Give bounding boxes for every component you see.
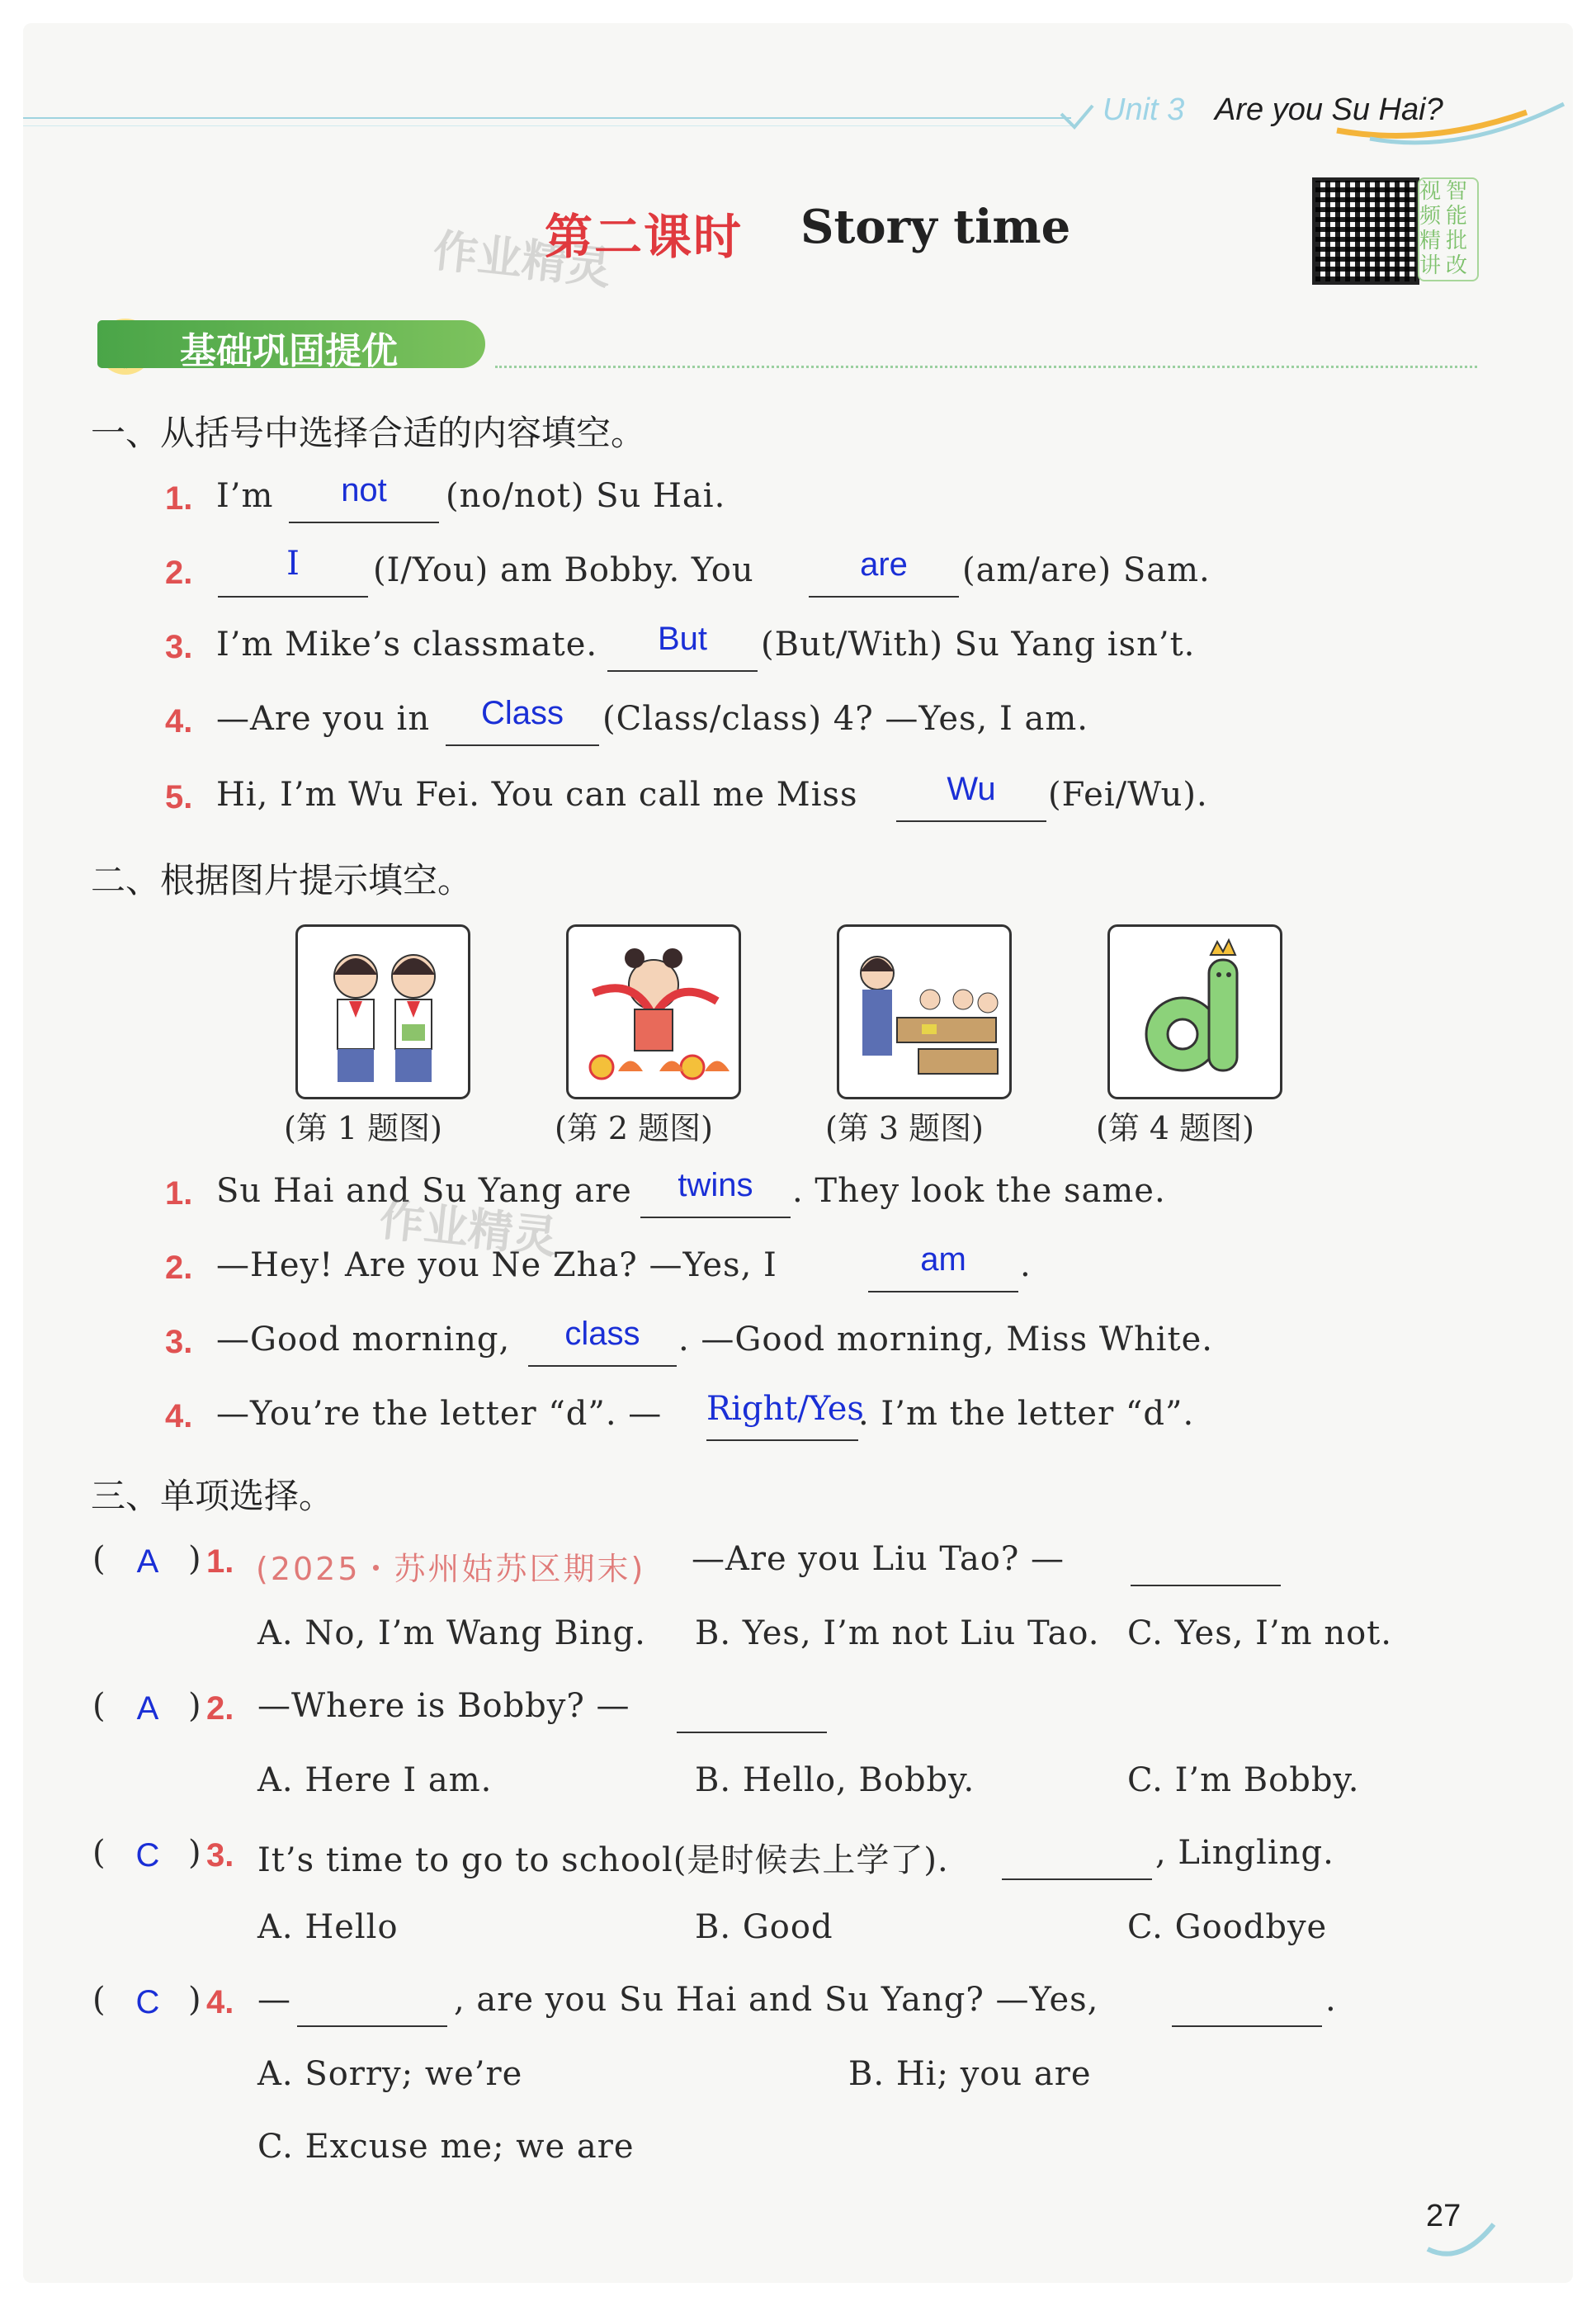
question-number: 4. xyxy=(206,1984,234,2020)
question-number: 5. xyxy=(165,779,193,815)
paren-open: ( xyxy=(92,1981,106,2019)
paren-open: ( xyxy=(92,1834,106,1872)
question-number: 2. xyxy=(165,555,193,591)
option-a[interactable]: A. Hello xyxy=(257,1908,399,1946)
question-text: Hi, I’m Wu Fei. You can call me Miss xyxy=(216,776,858,814)
question-number: 3. xyxy=(206,1837,234,1874)
question-text: . They look the same. xyxy=(792,1172,1166,1210)
answer-blank[interactable] xyxy=(218,596,368,598)
choice-answer[interactable]: A xyxy=(136,1543,159,1580)
header-swoosh-icon xyxy=(1320,97,1568,147)
picture-caption: (第 3 题图) xyxy=(825,1110,984,1146)
answer-text: twins xyxy=(678,1167,753,1203)
part2-title: 二、根据图片提示填空。 xyxy=(91,860,473,900)
watermark: 作业精灵 xyxy=(376,1193,560,1264)
picture-nezha xyxy=(566,924,741,1099)
answer-blank[interactable] xyxy=(1172,2025,1322,2027)
answer-text: not xyxy=(341,472,387,508)
question-text: —Where is Bobby? — xyxy=(257,1687,630,1725)
question-text: (I/You) am Bobby. You xyxy=(373,551,754,589)
option-c[interactable]: C. Yes, I’m not. xyxy=(1127,1614,1392,1652)
header-rule xyxy=(23,117,1071,119)
part3-title: 三、单项选择。 xyxy=(91,1476,334,1516)
option-a[interactable]: A. Here I am. xyxy=(257,1761,493,1799)
letter-d-character-icon xyxy=(1110,927,1280,1097)
answer-text: are xyxy=(860,546,908,583)
header-check-icon xyxy=(1056,97,1098,139)
answer-blank[interactable] xyxy=(809,596,959,598)
option-b[interactable]: B. Good xyxy=(695,1908,833,1946)
qr-tag-cell: 能 xyxy=(1446,204,1468,229)
answer-text: Class xyxy=(480,695,564,731)
watermark: 作业精灵 xyxy=(430,224,614,295)
qr-tag-cell: 精 xyxy=(1419,229,1442,253)
question-number: 2. xyxy=(206,1690,234,1727)
answer-text: I xyxy=(286,545,300,583)
paren-close: ) xyxy=(188,1540,202,1578)
question-text: (no/not) Su Hai. xyxy=(446,477,726,515)
option-c[interactable]: C. Excuse me; we are xyxy=(257,2128,635,2166)
option-b[interactable]: B. Hi; you are xyxy=(848,2055,1092,2093)
header-title: Are you Su Hai? xyxy=(1215,92,1443,127)
paren-open: ( xyxy=(92,1540,106,1578)
twins-girls-icon xyxy=(298,927,468,1097)
question-text: . xyxy=(1325,1981,1337,2019)
question-text: (Class/class) 4? —Yes, I am. xyxy=(602,700,1088,738)
paren-open: ( xyxy=(92,1687,106,1725)
question-text: (am/are) Sam. xyxy=(962,551,1211,589)
nezha-icon xyxy=(569,927,739,1097)
paren-close: ) xyxy=(188,1834,202,1872)
option-a[interactable]: A. Sorry; we’re xyxy=(257,2055,523,2093)
section-banner-label: 基础巩固提优 xyxy=(180,330,398,372)
question-number: 1. xyxy=(165,480,193,517)
option-b[interactable]: B. Hello, Bobby. xyxy=(695,1761,975,1799)
answer-text: am xyxy=(920,1241,966,1278)
picture-caption: (第 4 题图) xyxy=(1096,1110,1254,1146)
answer-text: Right/Yes xyxy=(706,1390,864,1428)
option-c[interactable]: C. I’m Bobby. xyxy=(1127,1761,1360,1799)
classroom-icon xyxy=(839,927,1009,1097)
question-text: —Are you in xyxy=(216,700,431,738)
question-text: I’m xyxy=(216,477,274,515)
question-text: , Lingling. xyxy=(1155,1834,1334,1872)
qr-tag-cell: 讲 xyxy=(1419,253,1442,278)
paren-close: ) xyxy=(188,1981,202,2019)
question-text: —You’re the letter “d”. — xyxy=(216,1395,663,1433)
page-number: 27 xyxy=(1426,2199,1461,2233)
qr-code[interactable] xyxy=(1312,177,1419,285)
question-text: , are you Su Hai and Su Yang? —Yes, xyxy=(454,1981,1099,2019)
answer-blank[interactable] xyxy=(1131,1585,1281,1586)
header-rule-thin xyxy=(23,125,1071,126)
answer-blank[interactable] xyxy=(1002,1878,1152,1880)
answer-blank[interactable] xyxy=(896,820,1046,822)
question-text: —Are you Liu Tao? — xyxy=(692,1540,1065,1578)
question-text: —Good morning, xyxy=(216,1321,511,1359)
question-text: (But/With) Su Yang isn’t. xyxy=(761,626,1196,664)
paren-close: ) xyxy=(188,1687,202,1725)
answer-text: But xyxy=(657,621,708,657)
choice-answer[interactable]: A xyxy=(136,1690,159,1727)
picture-caption: (第 2 题图) xyxy=(555,1110,713,1146)
question-text: . xyxy=(1020,1246,1032,1284)
answer-blank[interactable] xyxy=(640,1217,791,1218)
question-number: 1. xyxy=(165,1175,193,1212)
answer-text: Wu xyxy=(947,771,996,807)
question-text: —Hey! Are you Ne Zha? —Yes, I xyxy=(216,1246,777,1284)
question-number: 3. xyxy=(165,1324,193,1360)
question-number: 4. xyxy=(165,703,193,740)
qr-tag-cell: 改 xyxy=(1446,253,1468,278)
picture-classroom xyxy=(837,924,1012,1099)
question-text: (Fei/Wu). xyxy=(1048,776,1208,814)
option-c[interactable]: C. Goodbye xyxy=(1127,1908,1328,1946)
lesson-title-cn: 第二课时 xyxy=(545,209,744,265)
question-text: . —Good morning, Miss White. xyxy=(678,1321,1213,1359)
question-text: It’s time to go to school(是时候去上学了). xyxy=(257,1841,949,1879)
question-source: (2025・苏州姑苏区期末) xyxy=(256,1551,646,1587)
answer-blank[interactable] xyxy=(446,744,599,746)
qr-tag-cell: 频 xyxy=(1419,204,1442,229)
question-number: 3. xyxy=(165,629,193,665)
answer-blank[interactable] xyxy=(677,1732,827,1733)
qr-tag-cell: 批 xyxy=(1446,229,1468,253)
option-b[interactable]: B. Yes, I’m not Liu Tao. xyxy=(695,1614,1100,1652)
question-number: 2. xyxy=(165,1250,193,1286)
question-text: I’m Mike’s classmate. xyxy=(216,626,598,664)
option-a[interactable]: A. No, I’m Wang Bing. xyxy=(257,1614,646,1652)
section-dotted-rule xyxy=(495,366,1477,368)
qr-tag-cell: 智 xyxy=(1446,179,1468,204)
lesson-title-en: Story time xyxy=(800,200,1071,254)
answer-text: class xyxy=(564,1316,640,1352)
picture-letter-d xyxy=(1107,924,1282,1099)
answer-blank[interactable] xyxy=(607,670,758,672)
qr-tag-cell: 视 xyxy=(1419,179,1442,204)
picture-caption: (第 1 题图) xyxy=(284,1110,442,1146)
choice-answer[interactable]: C xyxy=(135,1837,160,1874)
choice-answer[interactable]: C xyxy=(135,1984,160,2020)
answer-blank[interactable] xyxy=(289,522,439,523)
question-number: 4. xyxy=(165,1398,193,1434)
question-number: 1. xyxy=(206,1543,234,1580)
question-text: Su Hai and Su Yang are xyxy=(216,1172,632,1210)
part1-title: 一、从括号中选择合适的内容填空。 xyxy=(91,413,646,453)
picture-twins xyxy=(295,924,470,1099)
answer-blank[interactable] xyxy=(528,1365,677,1367)
question-text: . I’m the letter “d”. xyxy=(858,1395,1195,1433)
answer-blank[interactable] xyxy=(706,1439,858,1441)
header-unit: Unit 3 xyxy=(1103,92,1185,127)
answer-blank[interactable] xyxy=(297,2025,447,2027)
question-text: — xyxy=(257,1981,291,2019)
answer-blank[interactable] xyxy=(868,1291,1018,1292)
